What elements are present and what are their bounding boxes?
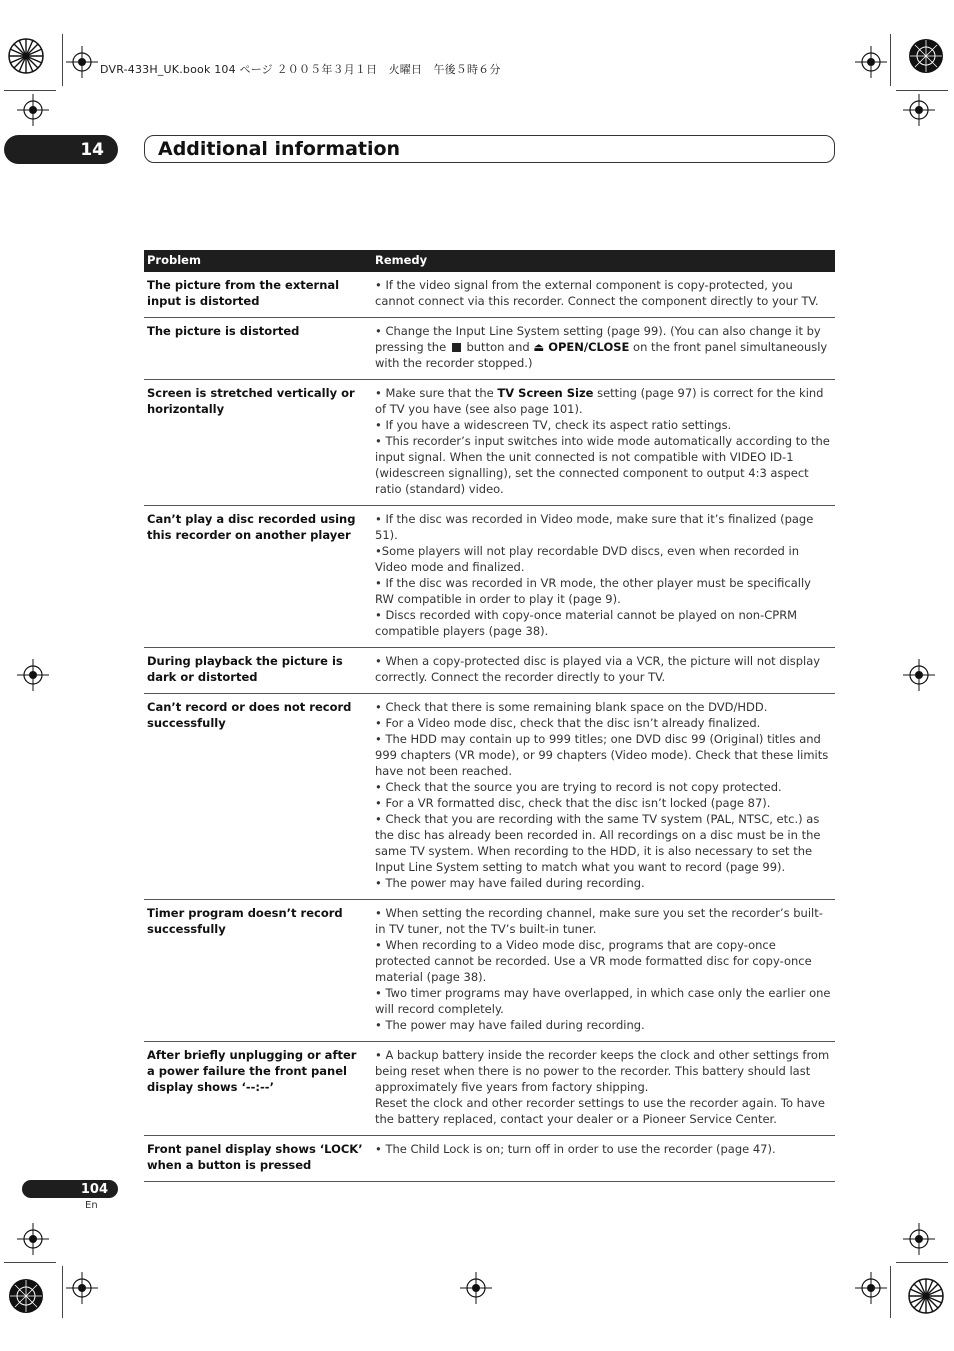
remedy-line: • The power may have failed during recording. <box>375 1018 645 1032</box>
table-row <box>144 648 835 694</box>
registration-mark-icon <box>903 659 935 691</box>
problem-cell: After briefly unplugging or after a power failure the front panel display shows ‘--:--’ <box>144 1042 372 1136</box>
remedy-text: • Make sure that the <box>375 386 498 400</box>
language-code: En <box>85 1200 98 1211</box>
crop-line <box>890 34 891 86</box>
problem-cell: Can’t record or does not record successfully <box>144 694 372 900</box>
troubleshooting-table <box>144 250 835 1182</box>
problem-cell: The picture from the external input is distorted <box>144 272 372 318</box>
remedy-line: • If you have a widescreen TV, check its aspect ratio settings. <box>375 418 732 432</box>
remedy-line: • Discs recorded with copy-once material cannot be played on non-CPRM compatible players (page 38). <box>375 608 798 638</box>
remedy-line: • The HDD may contain up to 999 titles; one DVD disc 99 (Original) titles and 999 chapters (VR mode), or 99 chapters (Video mode). Check that these limits have not been reached. <box>375 732 829 778</box>
stop-button-icon <box>452 343 461 352</box>
remedy-line: • The power may have failed during recording. <box>375 876 645 890</box>
remedy-line: • If the disc was recorded in VR mode, the other player must be specifically RW compatible in order to play it (page 9). <box>375 576 811 606</box>
crop-line <box>62 1266 63 1318</box>
remedy-line: • A backup battery inside the recorder keeps the clock and other settings from being reset when there is no power to the recorder. This battery should last approximately five years from factory shipping. <box>375 1048 830 1094</box>
starburst-mark-top-left-icon <box>8 38 44 74</box>
open-close-button-label: ⏏ OPEN/CLOSE <box>533 340 630 354</box>
chapter-number: 14 <box>4 135 118 164</box>
problem-cell: Timer program doesn’t record successfully <box>144 900 372 1042</box>
registration-mark-icon <box>903 94 935 126</box>
remedy-line: • The Child Lock is on; turn off in order to use the recorder (page 47). <box>375 1142 776 1156</box>
crop-line <box>896 90 948 91</box>
column-header-problem: Problem <box>144 250 372 272</box>
remedy-cell <box>372 272 835 318</box>
remedy-text: • Change the Input Line System setting (page 99). (You can also change it by pressing the <box>375 324 821 354</box>
remedy-line: • When setting the recording channel, make sure you set the recorder’s built-in TV tuner, not the TV’s built-in tuner. <box>375 906 823 936</box>
problem-cell: The picture is distorted <box>144 318 372 380</box>
table-row <box>144 900 835 1042</box>
remedy-line: • If the video signal from the external component is copy-protected, you cannot connect via this recorder. Connect the component directly to your TV. <box>375 278 819 308</box>
remedy-line <box>375 323 832 371</box>
registration-mark-icon <box>66 1272 98 1304</box>
remedy-cell <box>372 1042 835 1136</box>
remedy-line: • Check that the source you are trying to record is not copy protected. <box>375 780 782 794</box>
table-row <box>144 506 835 648</box>
remedy-cell <box>372 506 835 648</box>
crop-line <box>4 90 56 91</box>
remedy-cell <box>372 694 835 900</box>
registration-mark-icon <box>17 659 49 691</box>
registration-mark-icon <box>17 1223 49 1255</box>
remedy-line: • Check that you are recording with the same TV system (PAL, NTSC, etc.) as the disc has already been recorded in. All recordings on a disc must be in the same TV system. When recording to the HDD, it is also necessary to set the Input Line System setting to match what you want to record (page 99). <box>375 812 821 874</box>
problem-cell: Can’t play a disc recorded using this recorder on another player <box>144 506 372 648</box>
table-row <box>144 694 835 900</box>
remedy-line: • For a VR formatted disc, check that the disc isn’t locked (page 87). <box>375 796 771 810</box>
table-header-row <box>144 250 835 272</box>
table-row <box>144 380 835 506</box>
remedy-line: Reset the clock and other recorder settings to use the recorder again. To have the battery replaced, contact your dealer or a Pioneer Service Center. <box>375 1096 825 1126</box>
chapter-title: Additional information <box>144 135 835 163</box>
remedy-cell <box>372 318 835 380</box>
crop-line <box>890 1266 891 1318</box>
crop-line <box>4 1262 56 1263</box>
table-row <box>144 1136 835 1182</box>
remedy-line: • For a Video mode disc, check that the disc isn’t already finalized. <box>375 716 761 730</box>
print-header: DVR-433H_UK.book 104 ページ ２００５年３月１日 火曜日 午後５時６分 <box>100 63 501 76</box>
remedy-line: •Some players will not play recordable DVD discs, even when recorded in Video mode and finalized. <box>375 544 800 574</box>
starburst-mark-bottom-left-icon <box>8 1278 44 1314</box>
page-number: 104 <box>22 1180 118 1198</box>
registration-mark-icon <box>66 46 98 78</box>
remedy-cell <box>372 380 835 506</box>
registration-mark-icon <box>17 94 49 126</box>
remedy-text: setting (page 97) is correct for the kind of TV you have (see also page 101). <box>375 386 824 416</box>
remedy-cell <box>372 900 835 1042</box>
problem-cell: Front panel display shows ‘LOCK’ when a button is pressed <box>144 1136 372 1182</box>
remedy-line: • Check that there is some remaining blank space on the DVD/HDD. <box>375 700 768 714</box>
registration-mark-icon <box>460 1272 492 1304</box>
table-row <box>144 1042 835 1136</box>
remedy-line: • When a copy-protected disc is played via a VCR, the picture will not display correctly. Connect the recorder directly to your TV. <box>375 654 821 684</box>
remedy-line <box>375 385 832 417</box>
remedy-line: • When recording to a Video mode disc, programs that are copy-once protected cannot be recorded. Use a VR mode formatted disc for copy-once material (page 38). <box>375 938 812 984</box>
starburst-mark-bottom-right-icon <box>908 1278 944 1314</box>
remedy-line: • This recorder’s input switches into wide mode automatically according to the input signal. When the unit connected is not compatible with VIDEO ID-1 (widescreen signalling), set the connected component to output 4:3 aspect ratio (standard) video. <box>375 434 830 496</box>
registration-mark-icon <box>855 1272 887 1304</box>
column-header-remedy: Remedy <box>372 250 835 272</box>
remedy-cell <box>372 648 835 694</box>
remedy-line: • If the disc was recorded in Video mode, make sure that it’s finalized (page 51). <box>375 512 814 542</box>
problem-cell: During playback the picture is dark or distorted <box>144 648 372 694</box>
remedy-text: button and <box>462 340 534 354</box>
starburst-mark-top-right-icon <box>908 38 944 74</box>
remedy-cell <box>372 1136 835 1182</box>
remedy-line: • Two timer programs may have overlapped, in which case only the earlier one will record completely. <box>375 986 831 1016</box>
problem-cell: Screen is stretched vertically or horizontally <box>144 380 372 506</box>
crop-line <box>896 1262 948 1263</box>
crop-line <box>62 34 63 86</box>
remedy-text: on the front panel simultaneously with the recorder stopped.) <box>375 340 828 370</box>
table-row <box>144 272 835 318</box>
tv-screen-size-label: TV Screen Size <box>497 386 594 400</box>
table-row <box>144 318 835 380</box>
registration-mark-icon <box>903 1223 935 1255</box>
registration-mark-icon <box>855 46 887 78</box>
